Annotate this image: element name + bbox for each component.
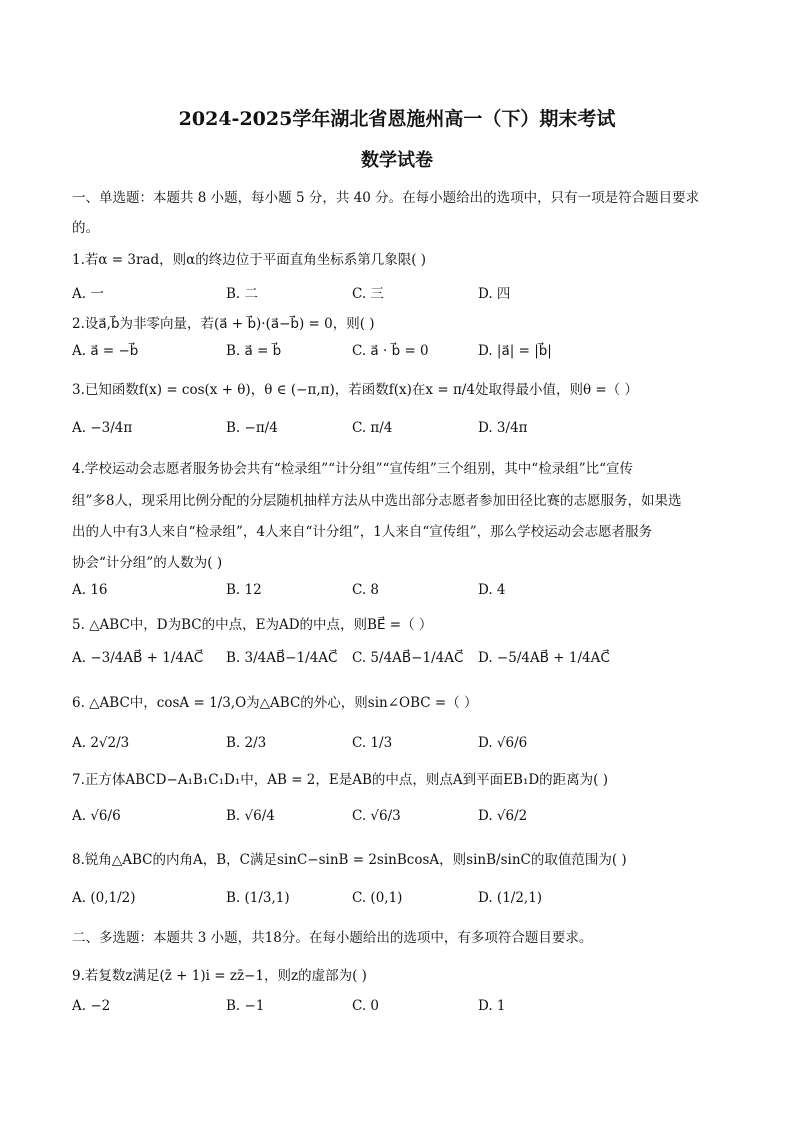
- question-5-stem: 5. △ABC中，D为BC的中点，E为AD的中点，则BE⃗ =（ ）: [72, 617, 433, 633]
- question-7-option-d: D. √6/2: [478, 808, 528, 824]
- question-6-stem: 6. △ABC中，cosA = 1/3,O为△ABC的外心，则sin∠OBC =（ ）: [72, 695, 478, 711]
- question-4-stem-line-4: 协会“计分组”的人数为( ): [72, 555, 223, 571]
- page-title: 2024-2025学年湖北省恩施州高一（下）期末考试: [178, 108, 616, 130]
- question-4-option-a: A. 16: [72, 582, 108, 598]
- question-5-option-b: B. 3/4AB⃗−1/4AC⃗: [226, 650, 338, 666]
- question-3-option-b: B. −π/4: [226, 420, 278, 436]
- question-4-stem-line-1: 4.学校运动会志愿者服务协会共有“检录组”“计分组”“宣传组”三个组别，其中“检录组”比“宣传: [72, 461, 633, 477]
- question-2-option-b: B. a⃗ = b⃗: [226, 343, 282, 359]
- question-9-option-a: A. −2: [72, 998, 111, 1014]
- question-7-option-b: B. √6/4: [226, 808, 275, 824]
- question-8-option-b: B. (1/3,1): [226, 890, 290, 906]
- page-subtitle: 数学试卷: [361, 150, 433, 171]
- question-8-option-a: A. (0,1/2): [72, 890, 136, 906]
- question-1-option-a: A. 一: [72, 286, 104, 302]
- question-7-option-c: C. √6/3: [352, 808, 401, 824]
- question-3-stem: 3.已知函数f(x) = cos(x + θ)，θ ∈ (−π,π)，若函数f(x)在x = π/4处取得最小值，则θ =（ ）: [72, 382, 638, 398]
- question-6-option-b: B. 2/3: [226, 735, 267, 751]
- question-9-stem: 9.若复数z满足(z̄ + 1)i = zz̄−1，则z的虚部为( ): [72, 968, 367, 984]
- question-2-option-c: C. a⃗ · b⃗ = 0: [352, 343, 429, 359]
- question-3-option-a: A. −3/4π: [72, 420, 133, 436]
- question-1-option-d: D. 四: [478, 286, 511, 302]
- question-9-option-d: D. 1: [478, 998, 506, 1014]
- question-4-option-b: B. 12: [226, 582, 262, 598]
- question-8-option-d: D. (1/2,1): [478, 890, 543, 906]
- question-5-option-c: C. 5/4AB⃗−1/4AC⃗: [352, 650, 464, 666]
- question-1-stem: 1.若α = 3rad，则α的终边位于平面直角坐标系第几象限( ): [72, 252, 427, 268]
- section-heading-multi: 二、多选题：本题共 3 小题，共18分。在每小题给出的选项中，有多项符合题目要求。: [72, 930, 593, 946]
- question-1-option-c: C. 三: [352, 286, 384, 302]
- question-6-option-d: D. √6/6: [478, 735, 528, 751]
- question-5-option-d: D. −5/4AB⃗ + 1/4AC⃗: [478, 650, 610, 666]
- question-4-option-c: C. 8: [352, 582, 380, 598]
- section-heading-single: 一、单选题：本题共 8 小题，每小题 5 分，共 40 分。在每小题给出的选项中，只有一项是符合题目要求: [72, 190, 700, 206]
- question-4-stem-line-2: 组”多8人，现采用比例分配的分层随机抽样方法从中选出部分志愿者参加田径比赛的志愿服务，如果选: [72, 493, 682, 509]
- question-6-option-c: C. 1/3: [352, 735, 393, 751]
- question-3-option-c: C. π/4: [352, 420, 393, 436]
- question-4-stem-line-3: 出的人中有3人来自“检录组”，4人来自“计分组”，1人来自“宣传组”，那么学校运动会志愿者服务: [72, 524, 653, 540]
- question-4-option-d: D. 4: [478, 582, 506, 598]
- section-heading-single-cont: 的。: [72, 220, 99, 236]
- question-9-option-b: B. −1: [226, 998, 265, 1014]
- question-7-stem: 7.正方体ABCD−A₁B₁C₁D₁中，AB = 2，E是AB的中点，则点A到平面EB₁D的距离为( ): [72, 772, 608, 788]
- question-1-option-b: B. 二: [226, 286, 259, 302]
- question-9-option-c: C. 0: [352, 998, 380, 1014]
- question-7-option-a: A. √6/6: [72, 808, 121, 824]
- question-5-option-a: A. −3/4AB⃗ + 1/4AC⃗: [72, 650, 204, 666]
- question-2-stem: 2.设a⃗,b⃗为非零向量，若(a⃗ + b⃗)·(a⃗−b⃗) = 0，则( ): [72, 316, 375, 332]
- question-3-option-d: D. 3/4π: [478, 420, 528, 436]
- question-2-option-d: D. |a⃗| = |b⃗|: [478, 343, 552, 359]
- question-8-option-c: C. (0,1): [352, 890, 403, 906]
- question-6-option-a: A. 2√2/3: [72, 735, 130, 751]
- question-8-stem: 8.锐角△ABC的内角A，B，C满足sinC−sinB = 2sinBcosA，则sinB/sinC的取值范围为( ): [72, 852, 627, 868]
- question-2-option-a: A. a⃗ = −b⃗: [72, 343, 139, 359]
